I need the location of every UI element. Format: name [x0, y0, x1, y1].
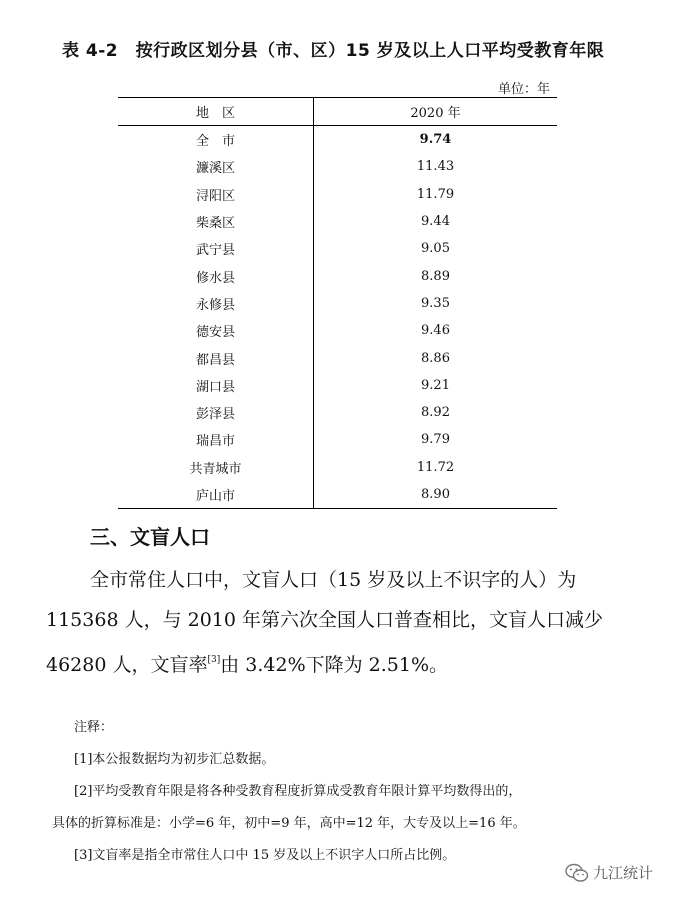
region-cell: 湖口县	[195, 379, 235, 395]
table-row	[118, 181, 557, 208]
notes-section	[52, 712, 664, 872]
value-cell: 8.86	[314, 344, 558, 371]
table-row	[118, 235, 557, 262]
value-cell: 9.05	[314, 235, 558, 262]
education-years-table	[118, 97, 557, 509]
paragraph-line-3-end: 由 3.42%下降为 2.51%。	[220, 654, 449, 676]
region-cell: 全 市	[195, 134, 235, 150]
value-cell: 8.90	[314, 481, 558, 509]
wechat-icon	[565, 863, 589, 883]
region-cell: 武宁县	[195, 243, 235, 259]
value-cell: 11.43	[314, 153, 558, 180]
table-row	[118, 372, 557, 399]
table-row	[118, 317, 557, 344]
region-cell: 德安县	[195, 325, 235, 341]
table-header-row	[118, 98, 557, 126]
note-2-line-2: 具体的折算标准是：小学=6 年，初中=9 年，高中=12 年，大专及以上=16 年。	[52, 816, 526, 831]
value-cell: 9.74	[314, 126, 558, 154]
unit-label: 单位：年	[497, 82, 550, 97]
table-row	[118, 290, 557, 317]
value-cell: 9.44	[314, 208, 558, 235]
region-cell: 修水县	[195, 270, 235, 286]
note-2-line-1: [2]平均受教育年限是将各种受教育程度折算成受教育年限计算平均数得出的，	[74, 784, 522, 799]
table-body	[118, 126, 557, 509]
region-cell: 瑞昌市	[195, 434, 235, 450]
note-3: [3]文盲率是指全市常住人口中 15 岁及以上不识字人口所占比例。	[74, 848, 456, 863]
illiteracy-paragraph	[46, 560, 646, 685]
table-row	[118, 454, 557, 481]
table-title: 表 4-2 按行政区划分县（市、区）15 岁及以上人口平均受教育年限	[62, 41, 605, 61]
table-row	[118, 426, 557, 453]
region-cell: 柴桑区	[195, 216, 235, 232]
footnote-ref-3: [3]	[207, 655, 221, 665]
region-cell: 濂溪区	[195, 161, 235, 177]
value-cell: 9.35	[314, 290, 558, 317]
paragraph-line-3	[46, 640, 646, 685]
value-cell: 8.89	[314, 262, 558, 289]
value-cell: 9.46	[314, 317, 558, 344]
table-row	[118, 153, 557, 180]
value-cell: 11.79	[314, 181, 558, 208]
value-cell: 9.21	[314, 372, 558, 399]
value-cell: 9.79	[314, 426, 558, 453]
header-year: 2020 年	[314, 98, 558, 126]
table-row	[118, 399, 557, 426]
header-region: 地 区	[118, 98, 314, 126]
table-row	[118, 481, 557, 509]
table-row	[118, 344, 557, 371]
watermark-text: 九江统计	[592, 864, 653, 882]
table-row	[118, 208, 557, 235]
paragraph-line-1: 全市常住人口中，文盲人口（15 岁及以上不识字的人）为	[90, 569, 577, 591]
table-row	[118, 262, 557, 289]
note-1: [1]本公报数据均为初步汇总数据。	[74, 752, 275, 767]
region-cell: 都昌县	[195, 352, 235, 368]
paragraph-line-2: 115368 人，与 2010 年第六次全国人口普查相比，文盲人口减少	[46, 609, 604, 631]
region-cell: 浔阳区	[195, 188, 235, 204]
section-heading: 三、文盲人口	[90, 525, 210, 549]
value-cell: 8.92	[314, 399, 558, 426]
value-cell: 11.72	[314, 454, 558, 481]
table-row-total	[118, 126, 557, 154]
watermark	[565, 862, 653, 883]
region-cell: 彭泽县	[195, 407, 235, 423]
paragraph-line-3-start: 46280 人，文盲率	[46, 654, 208, 676]
region-cell: 共青城市	[189, 461, 242, 477]
region-cell: 庐山市	[195, 489, 235, 504]
notes-label: 注释：	[74, 720, 114, 735]
region-cell: 永修县	[195, 297, 235, 313]
